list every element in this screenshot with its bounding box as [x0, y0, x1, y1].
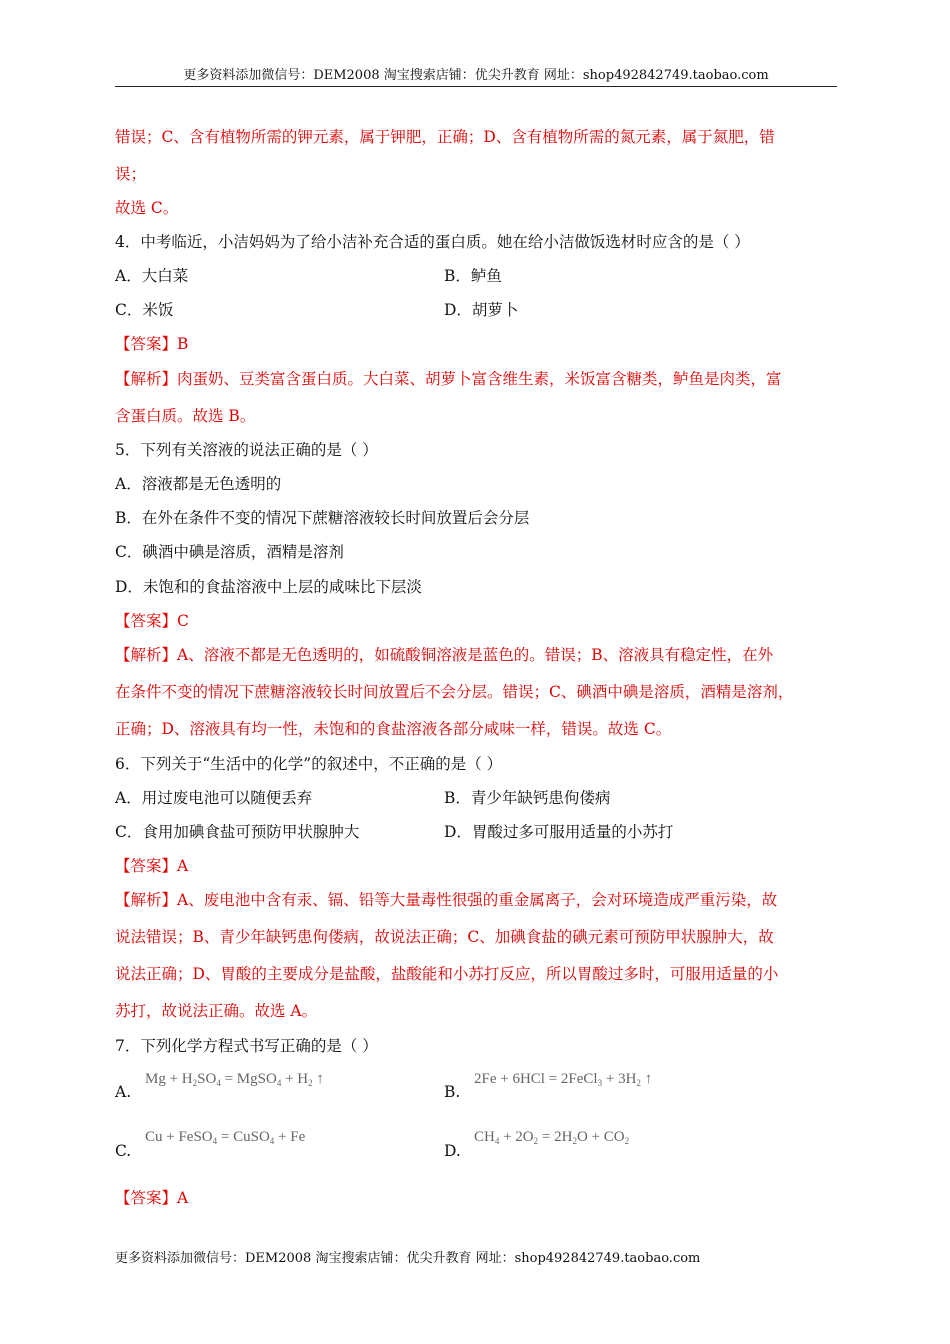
q6-answer: 【答案】A [115, 857, 189, 875]
q6-explanation-line-2: 说法错误；B、青少年缺钙患佝偻病，故说法正确；C、加碘食盐的碘元素可预防甲状腺肿大，故 [115, 928, 774, 946]
q7-formula-b: 2Fe + 6HCl = 2FeCl$_3$ + $3H_2$ ↑ [474, 1071, 653, 1088]
q7-formula-d: $CH_4 + 2O_2 = 2H_2O + CO_2$ [474, 1129, 630, 1146]
q7-option-a-letter: A. [115, 1083, 132, 1101]
q3-explanation-line-3: 故选 C。 [115, 199, 179, 217]
page-header: 更多资料添加微信号：DEM2008 淘宝搜索店铺：优尖升教育 网址：shop492842749.taobao.com [183, 68, 769, 83]
q4-explanation-line-1: 【解析】肉蛋奶、豆类富含蛋白质。大白菜、胡萝卜富含维生素，米饭富含糖类，鲈鱼是肉类，富 [115, 370, 782, 388]
q7-stem: 7．下列化学方程式书写正确的是（ ） [115, 1037, 378, 1055]
q4-option-b: B．鲈鱼 [444, 267, 502, 285]
q6-explanation-line-3: 说法正确；D、胃酸的主要成分是盐酸，盐酸能和小苏打反应，所以胃酸过多时，可服用适量的小 [115, 965, 779, 983]
q4-answer: 【答案】B [115, 335, 189, 353]
q7-formula-a: $Mg + H_2SO_4$ = MgSO$_4$ + $H_2$ ↑ [145, 1071, 324, 1088]
q6-explanation-line-1: 【解析】A、废电池中含有汞、镉、铅等大量毒性很强的重金属离子，会对环境造成严重污染，故 [115, 891, 778, 909]
q5-explanation-line-1: 【解析】A、溶液不都是无色透明的，如硫酸铜溶液是蓝色的。错误；B、溶液具有稳定性，在外 [115, 646, 774, 664]
q4-explanation-line-2: 含蛋白质。故选 B。 [115, 407, 256, 425]
q4-option-c: C．米饭 [115, 301, 174, 319]
q6-option-a: A．用过废电池可以随便丢弃 [115, 789, 313, 807]
q5-answer: 【答案】C [115, 612, 189, 630]
q7-option-c-letter: C. [115, 1142, 132, 1160]
q7-option-b-letter: B. [444, 1083, 461, 1101]
q5-option-b: B．在外在条件不变的情况下蔗糖溶液较长时间放置后会分层 [115, 509, 530, 527]
q4-option-d: D．胡萝卜 [444, 301, 519, 319]
header-rule [115, 86, 837, 87]
q3-explanation-line-2: 误； [115, 165, 147, 183]
q4-stem: 4．中考临近，小洁妈妈为了给小洁补充合适的蛋白质。她在给小洁做饭选材时应含的是（ ） [115, 233, 750, 251]
q6-explanation-line-4: 苏打，故说法正确。故选 A。 [115, 1002, 318, 1020]
q7-answer: 【答案】A [115, 1189, 189, 1207]
q5-explanation-line-3: 正确；D、溶液具有均一性，未饱和的食盐溶液各部分咸味一样，错误。故选 C。 [115, 720, 672, 738]
q5-option-d: D．未饱和的食盐溶液中上层的咸味比下层淡 [115, 578, 422, 596]
q6-option-d: D．胃酸过多可服用适量的小苏打 [444, 823, 674, 841]
q5-explanation-line-2: 在条件不变的情况下蔗糖溶液较长时间放置后不会分层。错误；C、碘酒中碘是溶质，酒精是溶剂， [115, 683, 794, 701]
q6-option-b: B．青少年缺钙患佝偻病 [444, 789, 611, 807]
q6-option-c: C．食用加碘食盐可预防甲状腺肿大 [115, 823, 360, 841]
q6-stem: 6．下列关于“生活中的化学”的叙述中，不正确的是（ ） [115, 755, 503, 773]
q5-option-c: C．碘酒中碘是溶质，酒精是溶剂 [115, 543, 344, 561]
page-footer: 更多资料添加微信号：DEM2008 淘宝搜索店铺：优尖升教育 网址：shop492842749.taobao.com [115, 1251, 701, 1266]
q4-option-a: A．大白菜 [115, 267, 189, 285]
q3-explanation-line-1: 错误；C、含有植物所需的钾元素，属于钾肥，正确；D、含有植物所需的氮元素，属于氮肥，错 [115, 128, 775, 146]
q5-option-a: A．溶液都是无色透明的 [115, 475, 282, 493]
q5-stem: 5．下列有关溶液的说法正确的是（ ） [115, 441, 378, 459]
q7-option-d-letter: D. [444, 1142, 461, 1160]
q7-formula-c: Cu + FeSO$_4$ = CuSO$_4$ + Fe [145, 1129, 306, 1146]
